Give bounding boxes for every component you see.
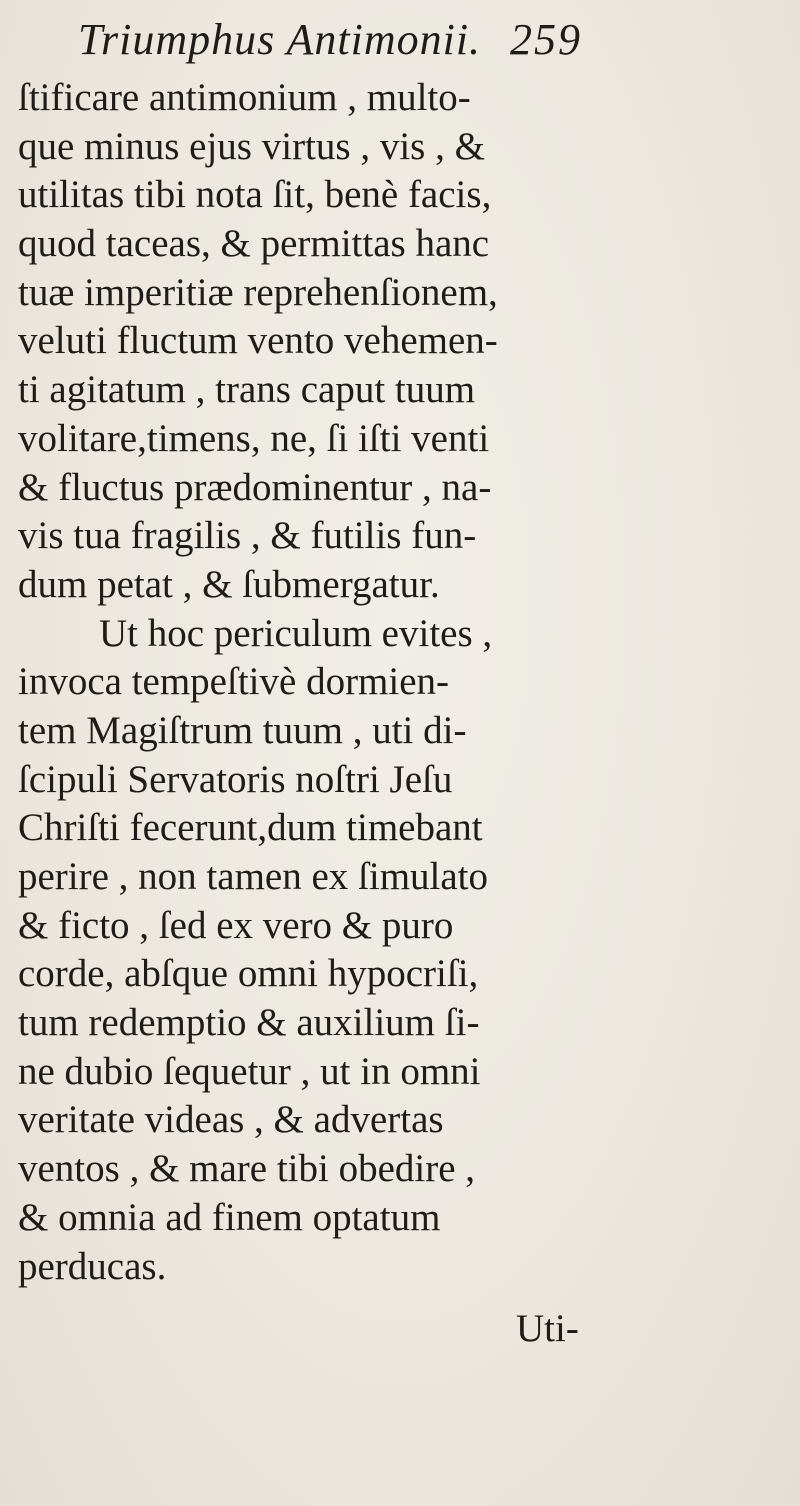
text-line: vis tua fragilis , & futilis fun-	[18, 514, 477, 558]
text-line: ſcipuli Servatoris noſtri Jeſu	[18, 757, 453, 801]
text-line: volitare,timens, ne, ſi iſti venti	[18, 416, 490, 460]
text-line: quod taceas, & permittas hanc	[18, 222, 490, 266]
text-line: que minus ejus virtus , vis , &	[18, 124, 485, 168]
running-title: Triumphus Antimonii.	[78, 15, 482, 64]
text-line: ti agitatum , trans caput tuum	[18, 368, 476, 412]
text-line: tem Magiſtrum tuum , uti di-	[18, 708, 467, 752]
text-line: perducas.	[18, 1244, 167, 1288]
text-line: veluti fluctum vento vehemen-	[18, 319, 498, 363]
page-number: 259	[510, 15, 582, 64]
text-line: ne dubio ſequetur , ut in omni	[18, 1049, 481, 1093]
text-line: tuæ imperitiæ reprehenſionem,	[18, 270, 498, 314]
catchword: Uti-	[516, 1307, 579, 1350]
text-line: invoca tempeſtivè dormien-	[18, 660, 450, 704]
text-line: veritate videas , & advertas	[18, 1098, 444, 1142]
text-line: corde, abſque omni hypocriſi,	[18, 952, 479, 996]
text-line: tum redemptio & auxilium ſi-	[18, 1001, 480, 1045]
text-line: ventos , & mare tibi obedire ,	[18, 1147, 476, 1191]
text-line: & omnia ad finem optatum	[18, 1195, 441, 1239]
text-line: ſtificare antimonium , multo-	[18, 76, 471, 119]
body-text	[18, 74, 618, 1291]
paragraph-start-line: Ut hoc periculum evites ,	[99, 611, 493, 655]
text-line: dum petat , & ſubmergatur.	[18, 562, 440, 606]
text-line: Chriſti fecerunt,dum timebant	[18, 806, 483, 850]
text-line: & fluctus prædominentur , na-	[18, 465, 492, 509]
text-line: & ficto , ſed ex vero & puro	[18, 903, 454, 947]
running-head	[0, 14, 800, 74]
text-line: utilitas tibi nota ſit, benè facis,	[18, 173, 492, 217]
text-line: perire , non tamen ex ſimulato	[18, 855, 489, 898]
